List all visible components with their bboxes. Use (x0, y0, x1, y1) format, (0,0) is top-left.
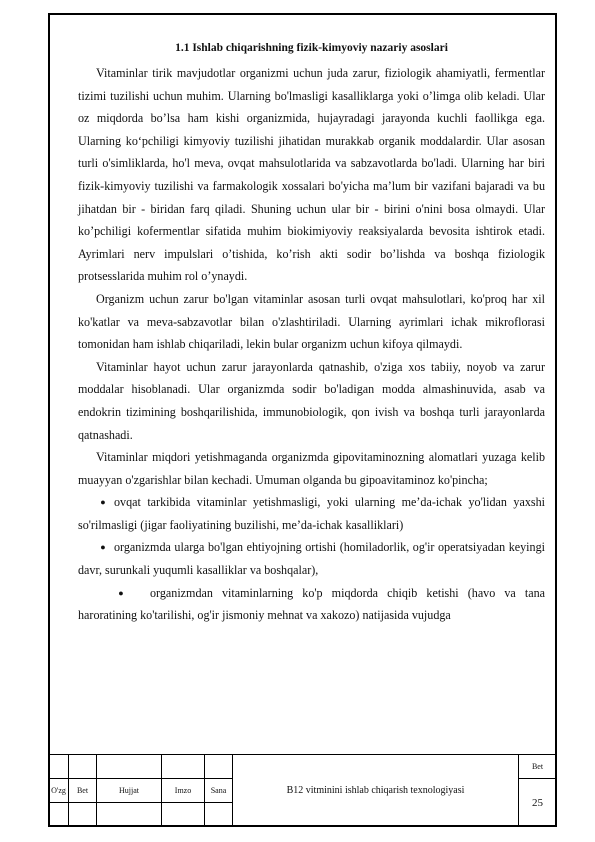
stamp-col-sana: Sana (205, 779, 233, 803)
bullet-icon: ● (100, 542, 106, 553)
bullet-item-3 (78, 582, 545, 627)
document-title: B12 vitminini ishlab chiqarish texnologiyasi (233, 755, 519, 827)
document-body (78, 40, 545, 627)
paragraph-4: Vitaminlar miqdori yetishmaganda organizmda gipovitaminozning alomatlari yuzaga kelib muayyan o'zgarishlar bilan kechadi. Umuman olganda bu gipoavitaminoz ko'pincha; (78, 450, 545, 487)
bullet-icon: ● (100, 497, 106, 508)
stamp-col-imzo: Imzo (162, 779, 205, 803)
bullet-text: organizmda ularga bo'lgan ehtiyojning ortishi (homiladorlik, og'ir operatsiyadan keyingi davr, surunkali yuqumli kasalliklar va boshqalar), (78, 540, 545, 578)
bullet-item-1 (78, 491, 545, 536)
paragraph-2: Organizm uchun zarur bo'lgan vitaminlar asosan turli ovqat mahsulotlari, ko'proq har xil ko'katlar va meva-sabzavotlar bilan o'zlashtiriladi. Ularning ayrimlari ichak mikroflorasi tomonidan ham ishlab chiqariladi, lekin bular organizm uchun kifoya qilmaydi. (78, 291, 545, 352)
bullet-item-2 (78, 536, 545, 581)
title-block-stamp (48, 754, 557, 827)
bullet-text: organizmdan vitaminlarning ko'p miqdorda chiqib ketishi (havo va tana haroratining ko'tarilishi, og'ir jismoniy mehnat va xakozo) natijasida vujudga (78, 585, 545, 623)
bullet-text: ovqat tarkibida vitaminlar yetishmasligi, yoki ularning me’da-ichak yo'lidan yaxshi so'rilmasligi (jigar faoliyatining buzilishi, me’da-ichak kasalliklari) (78, 495, 545, 532)
stamp-col-bet: Bet (69, 779, 97, 803)
page-number: 25 (519, 779, 557, 827)
stamp-page-label: Bet (519, 755, 557, 779)
stamp-col-ozg: O'zg (49, 779, 69, 803)
section-heading: 1.1 Ishlab chiqarishning fizik-kimyoviy nazariy asoslari (175, 42, 448, 54)
bullet-icon: ● (118, 587, 124, 598)
paragraph-3: Vitaminlar hayot uchun zarur jarayonlarda qatnashib, o'ziga xos tabiiy, noyob va zarur moddalar hisoblanadi. Ular organizmda sodir bo'ladigan modda almashinuvida, asab va endokrin tizimining boshqarilishida, immunobiologik, qon ivish va boshqa turli jarayonlarda qatnashadi. (78, 359, 545, 442)
paragraph-1: Vitaminlar tirik mavjudotlar organizmi uchun juda zarur, fiziologik ahamiyatli, fermentlar tizimi tuzilishi uchun muhim. Ularning bo'lmasligi kasalliklarga yoki o’limga olib keladi. Ular oz miqdorda bo’lsa ham kishi organizmida, hujayradagi jarayonda kuchli faollikga ega. Ularning ko‘pchiligi kimyoviy tuzilishi jihatidan murakkab organik moddalardir. Ular asosan turli o'simliklarda, ho'l meva, ovqat mahsulotlarida va sabzavotlarda bo'ladi. Ularning har biri fizik-kimyoviy tuzilishi va farmakologik xossalari bo'yicha ma’lum bir vazifani bajaradi va bu jihatdan bir - biridan farq qiladi. Shuning uchun ular bir - birini o'nini bosa olmaydi. Ular ko’pchiligi kofermentlar sifatida muhim biokimiyoviy reaksiyalarda bevosita ishtirok etadi. Ayrimlari nerv impulslari o’tishida, ko’rish akti sodir bo’lishda va boshqa fiziologik protsesslarida muhim rol o’ynaydi. (78, 66, 545, 284)
stamp-col-hujjat: Hujjat (97, 779, 162, 803)
